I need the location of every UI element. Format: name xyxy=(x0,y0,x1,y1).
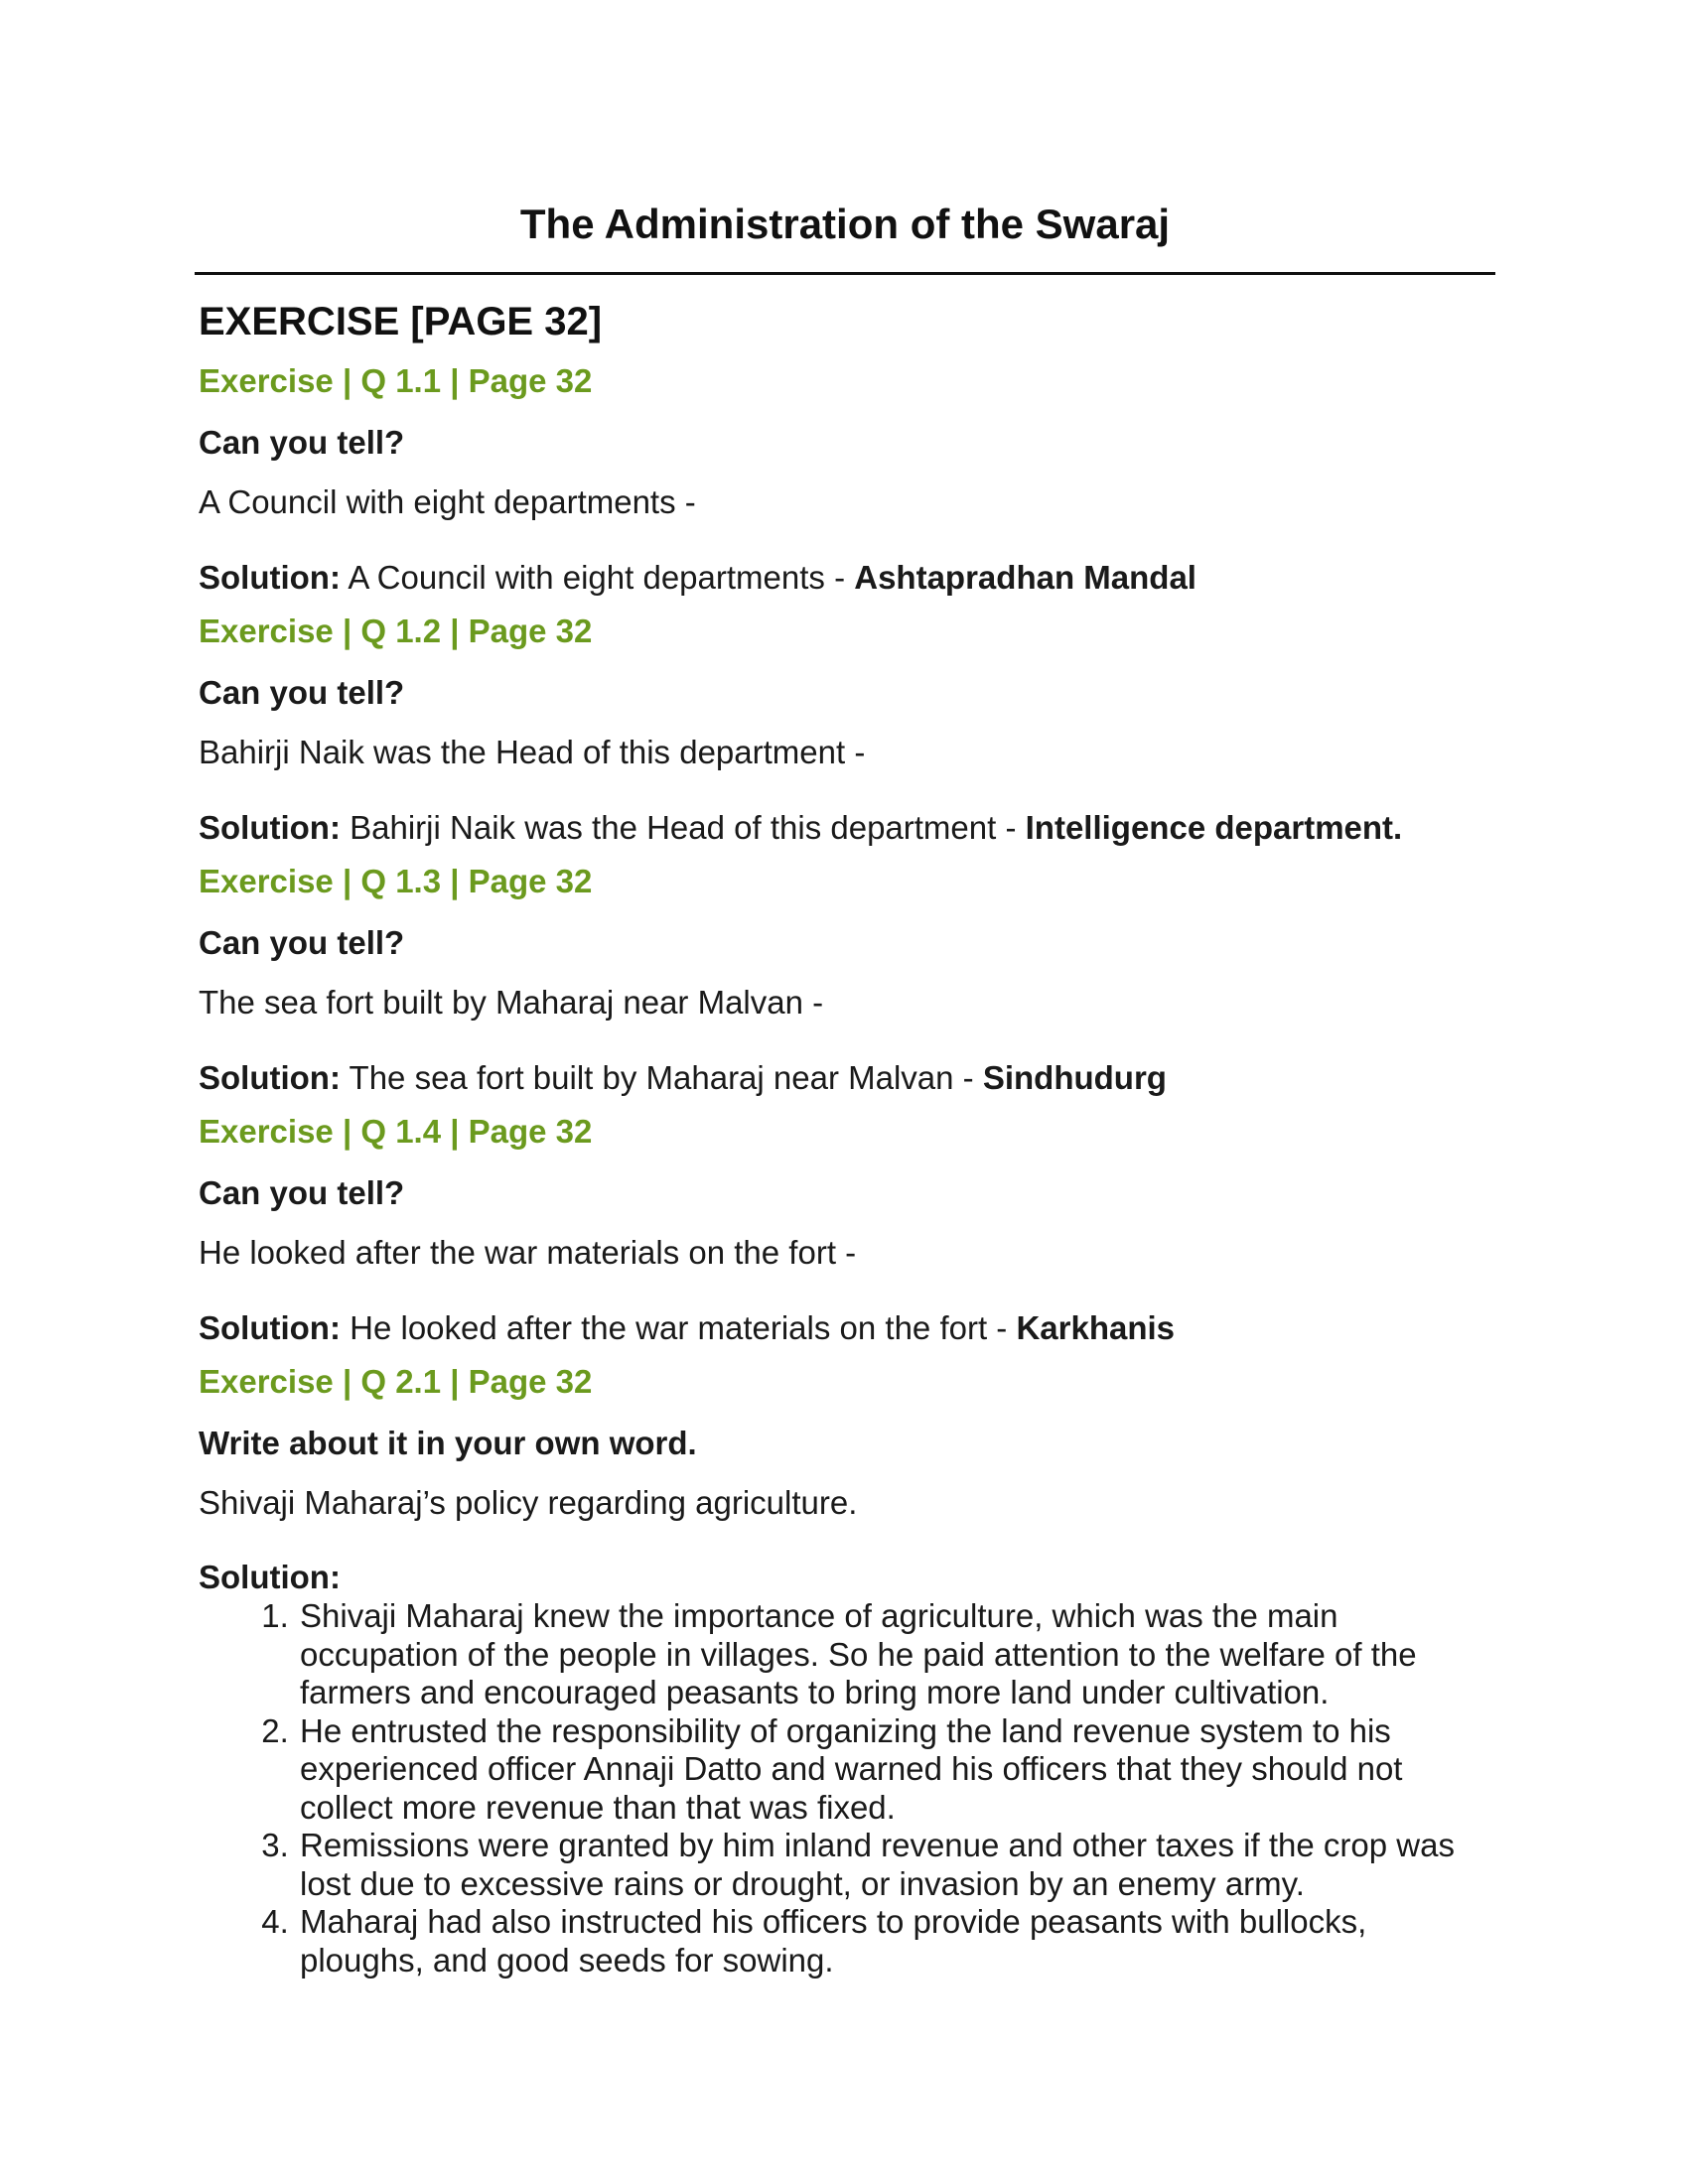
solution-label: Solution: xyxy=(199,1309,341,1346)
question-prompt: Can you tell? xyxy=(199,924,405,961)
solution-text: The sea fort built by Maharaj near Malvan - xyxy=(340,1059,983,1096)
solution-answer: Ashtapradhan Mandal xyxy=(854,559,1196,596)
section-heading: EXERCISE [PAGE 32] xyxy=(199,300,603,343)
question-prompt: Can you tell? xyxy=(199,1174,405,1211)
question-block-1-4 xyxy=(199,1111,1495,1349)
question-text: A Council with eight departments - xyxy=(199,483,696,520)
page-title: The Administration of the Swaraj xyxy=(519,201,1171,247)
question-block-1-3 xyxy=(199,861,1495,1099)
solution xyxy=(199,1307,1495,1349)
question-text: The sea fort built by Maharaj near Malvan - xyxy=(199,984,824,1021)
question-ref: Exercise | Q 2.1 | Page 32 xyxy=(199,1363,593,1400)
solution-label: Solution: xyxy=(199,1059,341,1096)
title-divider xyxy=(195,272,1495,275)
list-item: 4. Maharaj had also instructed his officers to provide peasants with bullocks, ploughs, and good seeds for sowing. xyxy=(298,1903,1495,1979)
question-ref: Exercise | Q 1.1 | Page 32 xyxy=(199,362,593,399)
solution-answer: Karkhanis xyxy=(1016,1309,1176,1346)
solution-list xyxy=(199,1597,1495,1979)
list-item: 3. Remissions were granted by him inland revenue and other taxes if the crop was lost due to excessive rains or drought, or invasion by an enemy army. xyxy=(298,1827,1495,1903)
question-prompt: Write about it in your own word. xyxy=(199,1425,697,1461)
solution xyxy=(199,807,1495,849)
question-text: Bahirji Naik was the Head of this department - xyxy=(199,734,866,770)
question-block-1-2 xyxy=(199,611,1495,849)
document-page xyxy=(195,199,1495,1979)
solution-answer: Sindhudurg xyxy=(982,1059,1167,1096)
question-block-1-1 xyxy=(199,360,1495,599)
solution-text: Bahirji Naik was the Head of this department - xyxy=(340,809,1026,846)
question-ref: Exercise | Q 1.3 | Page 32 xyxy=(199,863,593,899)
question-text: He looked after the war materials on the fort - xyxy=(199,1234,857,1271)
question-prompt: Can you tell? xyxy=(199,674,405,711)
list-item: 1. Shivaji Maharaj knew the importance of agriculture, which was the main occupation of the people in villages. So he paid attention to the welfare of the farmers and encouraged peasants to bring more land under cultivation. xyxy=(298,1597,1495,1712)
solution xyxy=(199,1057,1495,1099)
question-text: Shivaji Maharaj’s policy regarding agriculture. xyxy=(199,1484,858,1521)
solution-label: Solution: xyxy=(199,1559,341,1595)
question-ref: Exercise | Q 1.2 | Page 32 xyxy=(199,613,593,649)
solution-label: Solution: xyxy=(199,809,341,846)
solution-text: He looked after the war materials on the fort - xyxy=(340,1309,1017,1346)
solution-label: Solution: xyxy=(199,559,341,596)
list-item: 2. He entrusted the responsibility of organizing the land revenue system to his experienced officer Annaji Datto and warned his officers that they should not collect more revenue than that was fixed. xyxy=(298,1712,1495,1828)
question-prompt: Can you tell? xyxy=(199,424,405,461)
solution-text: A Council with eight departments - xyxy=(340,559,855,596)
solution xyxy=(199,557,1495,599)
solution-answer: Intelligence department. xyxy=(1025,809,1403,846)
question-block-2-1 xyxy=(199,1361,1495,1979)
question-ref: Exercise | Q 1.4 | Page 32 xyxy=(199,1113,593,1150)
